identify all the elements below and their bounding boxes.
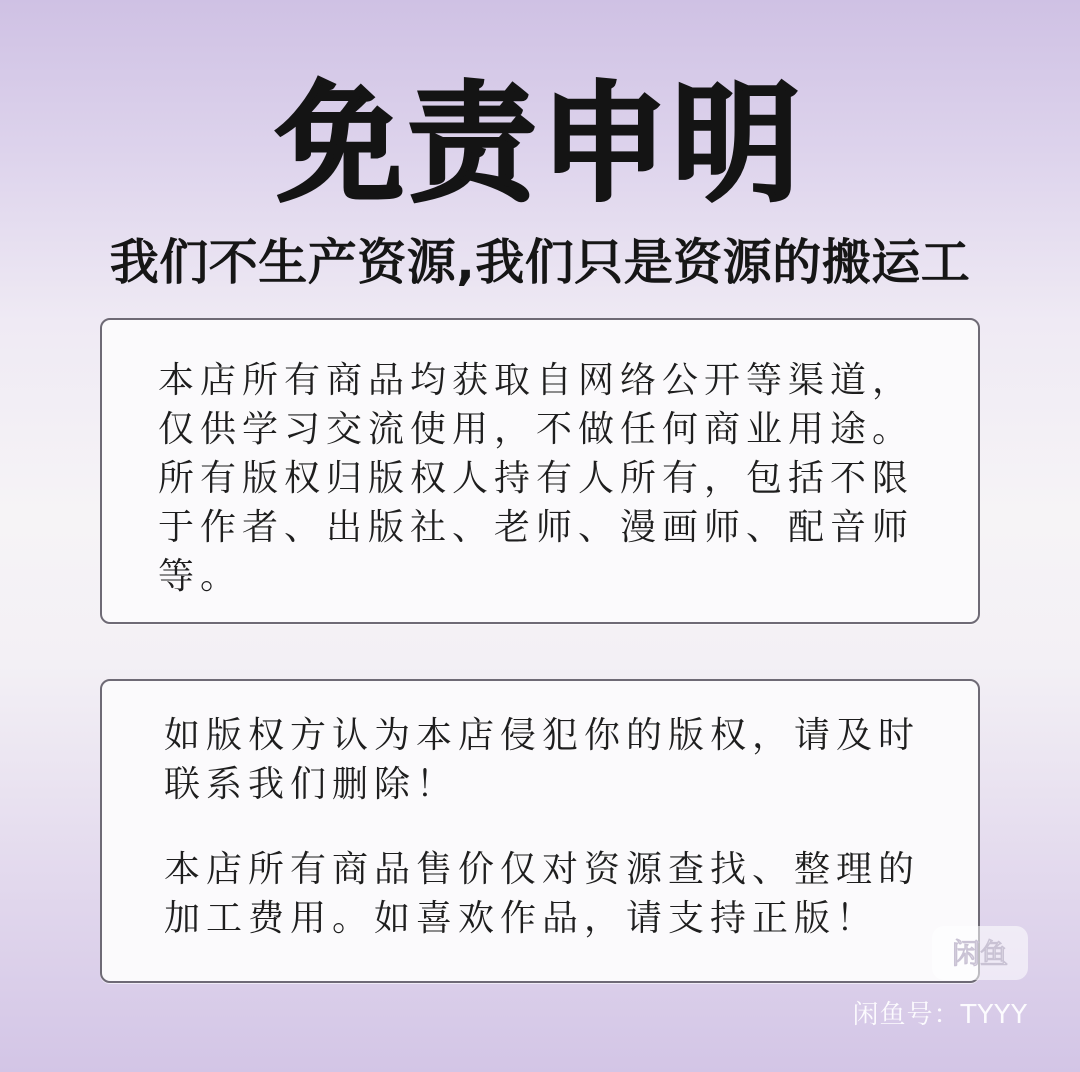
page-title: 免责申明	[275, 70, 804, 219]
xianyu-logo-icon	[932, 926, 1028, 980]
watermark-account: 闲鱼号：TYYY	[852, 1000, 1028, 1030]
svg-text:闲鱼: 闲鱼	[951, 937, 1009, 970]
notice-text-copyright: 本店所有商品均获取自网络公开等渠道，仅供学习交流使用，不做任何商业用途。所有版权归版权人持有人所有，包括不限于作者、出版社、老师、漫画师、配音师等。	[158, 360, 915, 597]
page-subtitle: 我们不生产资源,我们只是资源的搬运工	[109, 234, 971, 291]
notice-box-copyright	[100, 318, 980, 624]
notice-text-pricing: 本店所有商品售价仅对资源查找、整理的加工费用。如喜欢作品，请支持正版！	[164, 849, 921, 939]
xianyu-logo-mark	[940, 933, 1020, 973]
notice-box-contact	[100, 679, 980, 983]
notice-text-removal-request: 如版权方认为本店侵犯你的版权，请及时联系我们删除！	[164, 715, 921, 805]
